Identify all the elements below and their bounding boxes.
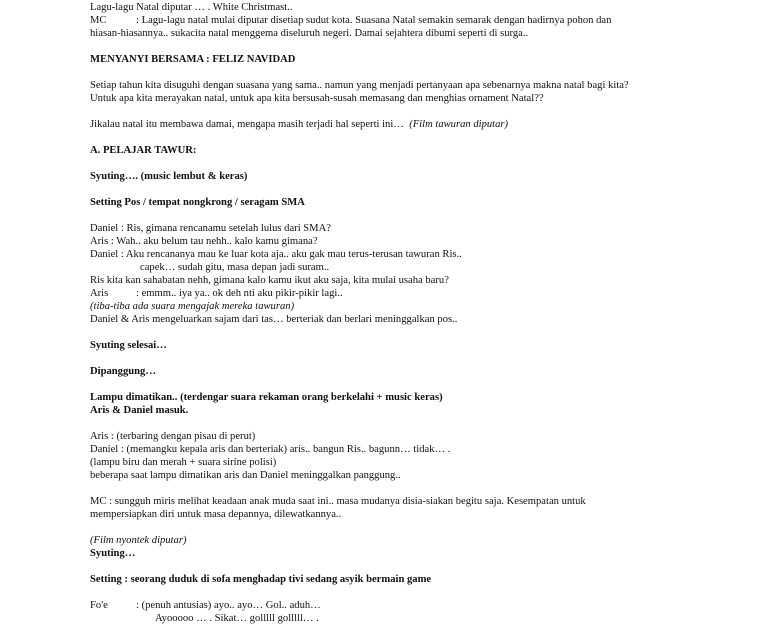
foe-line	[90, 600, 321, 612]
sing-heading: MENYANYI BERSAMA : FELIZ NAVIDAD	[90, 54, 296, 65]
dialog-line: Daniel & Aris mengeluarkan sajam dari tas… berteriak dan berlari meninggalkan pos..	[90, 314, 458, 325]
question-line-2: Untuk apa kita merayakan natal, untuk apa kita bersusah-susah memasang dan menghias ornament Natal??	[90, 93, 544, 104]
scene-line: Aris : (terbaring dengan pisau di perut)	[90, 431, 256, 442]
setting-heading: Setting Pos / tempat nongkrong / seragam SMA	[90, 197, 305, 208]
syuting-heading-2: Syuting…	[90, 548, 136, 559]
question-line-1: Setiap tahun kita disuguhi dengan suasana yang sama.. namun yang menjadi pertanyaan apa sebenarnya makna natal bagi kita?	[90, 80, 629, 91]
syuting-done-heading: Syuting selesai…	[90, 340, 167, 351]
dialog-line: Daniel : Ris, gimana rencanamu setelah lulus dari SMA?	[90, 223, 331, 234]
stage-direction: (tiba-tiba ada suara mengajak mereka tawuran)	[90, 301, 295, 312]
lamp-off-heading: Lampu dimatikan.. (terdengar suara rekaman orang berkelahi + music keras)	[90, 392, 443, 403]
peace-text: Jikalau natal itu membawa damai, mengapa masih terjadi hal seperti ini…	[90, 119, 404, 130]
dialog-line: Daniel : Aku rencananya mau ke luar kota aja.. aku gak mau terus-terusan tawuran Ris..	[90, 249, 462, 260]
dialog-line: Ris kita kan sahabatan nehh, gimana kalo kamu ikut aku saja, kita mulai usaha baru?	[90, 275, 449, 286]
scene-line: beberapa saat lampu dimatikan aris dan Daniel meninggalkan panggung..	[90, 470, 401, 481]
dialog-text: : emmm.. iya ya.. ok deh nti aku pikir-pikir lagi..	[136, 288, 343, 299]
mc-text: : Lagu-lagu natal mulai diputar disetiap sudut kota. Suasana Natal semakin semarak dengan hadirnya pohon dan	[136, 15, 612, 26]
film-note: (Film nyontek diputar)	[90, 535, 187, 546]
dialog-line	[90, 288, 343, 300]
scene-line: Daniel : (memangku kepala aris dan berteriak) aris.. bangun Ris.. bagunn… tidak… .	[90, 444, 451, 455]
peace-film-note: (Film tawuran diputar)	[409, 119, 509, 130]
enter-heading: Aris & Daniel masuk.	[90, 405, 189, 416]
peace-line	[90, 119, 508, 131]
mc-text-continued: hiasan-hiasannya.. sukacita natal menggema diseluruh negeri. Damai sejahtera dibumi seperti di surga..	[90, 28, 529, 39]
mc-paragraph	[90, 15, 611, 27]
dialog-line: Aris : Wah.. aku belum tau nehh.. kalo kamu gimana?	[90, 236, 318, 247]
section-a-heading: A. PELAJAR TAWUR:	[90, 145, 197, 156]
mc2-line-1: MC : sungguh miris melihat keadaan anak muda saat ini.. masa mudanya disia-siakan begitu saja. Kesempatan untuk	[90, 496, 586, 507]
speaker-label: Aris	[90, 288, 109, 299]
dialog-line: capek… sudah gitu, masa depan jadi suram..	[140, 262, 330, 273]
scene-line: (lampu biru dan merah + suara sirine polisi)	[90, 457, 277, 468]
mc2-line-2: mempersiapkan diri untuk masa depannya, dilewatkannya..	[90, 509, 342, 520]
syuting-heading: Syuting…. (music lembut & keras)	[90, 171, 248, 182]
foe-line-2: Ayooooo … . Sikat… golllll golllll… .	[155, 613, 319, 624]
setting-heading-2: Setting : seorang duduk di sofa menghadap tivi sedang asyik bermain game	[90, 574, 432, 585]
speaker-label: Fo'e	[90, 600, 108, 611]
mc-label: MC	[90, 15, 107, 26]
intro-line: Lagu-lagu Natal diputar … . White Christmast..	[90, 2, 293, 13]
dialog-text: : (penuh antusias) ayo.. ayo… Gol.. aduh…	[136, 600, 321, 611]
dipanggung-heading: Dipanggung…	[90, 366, 156, 377]
